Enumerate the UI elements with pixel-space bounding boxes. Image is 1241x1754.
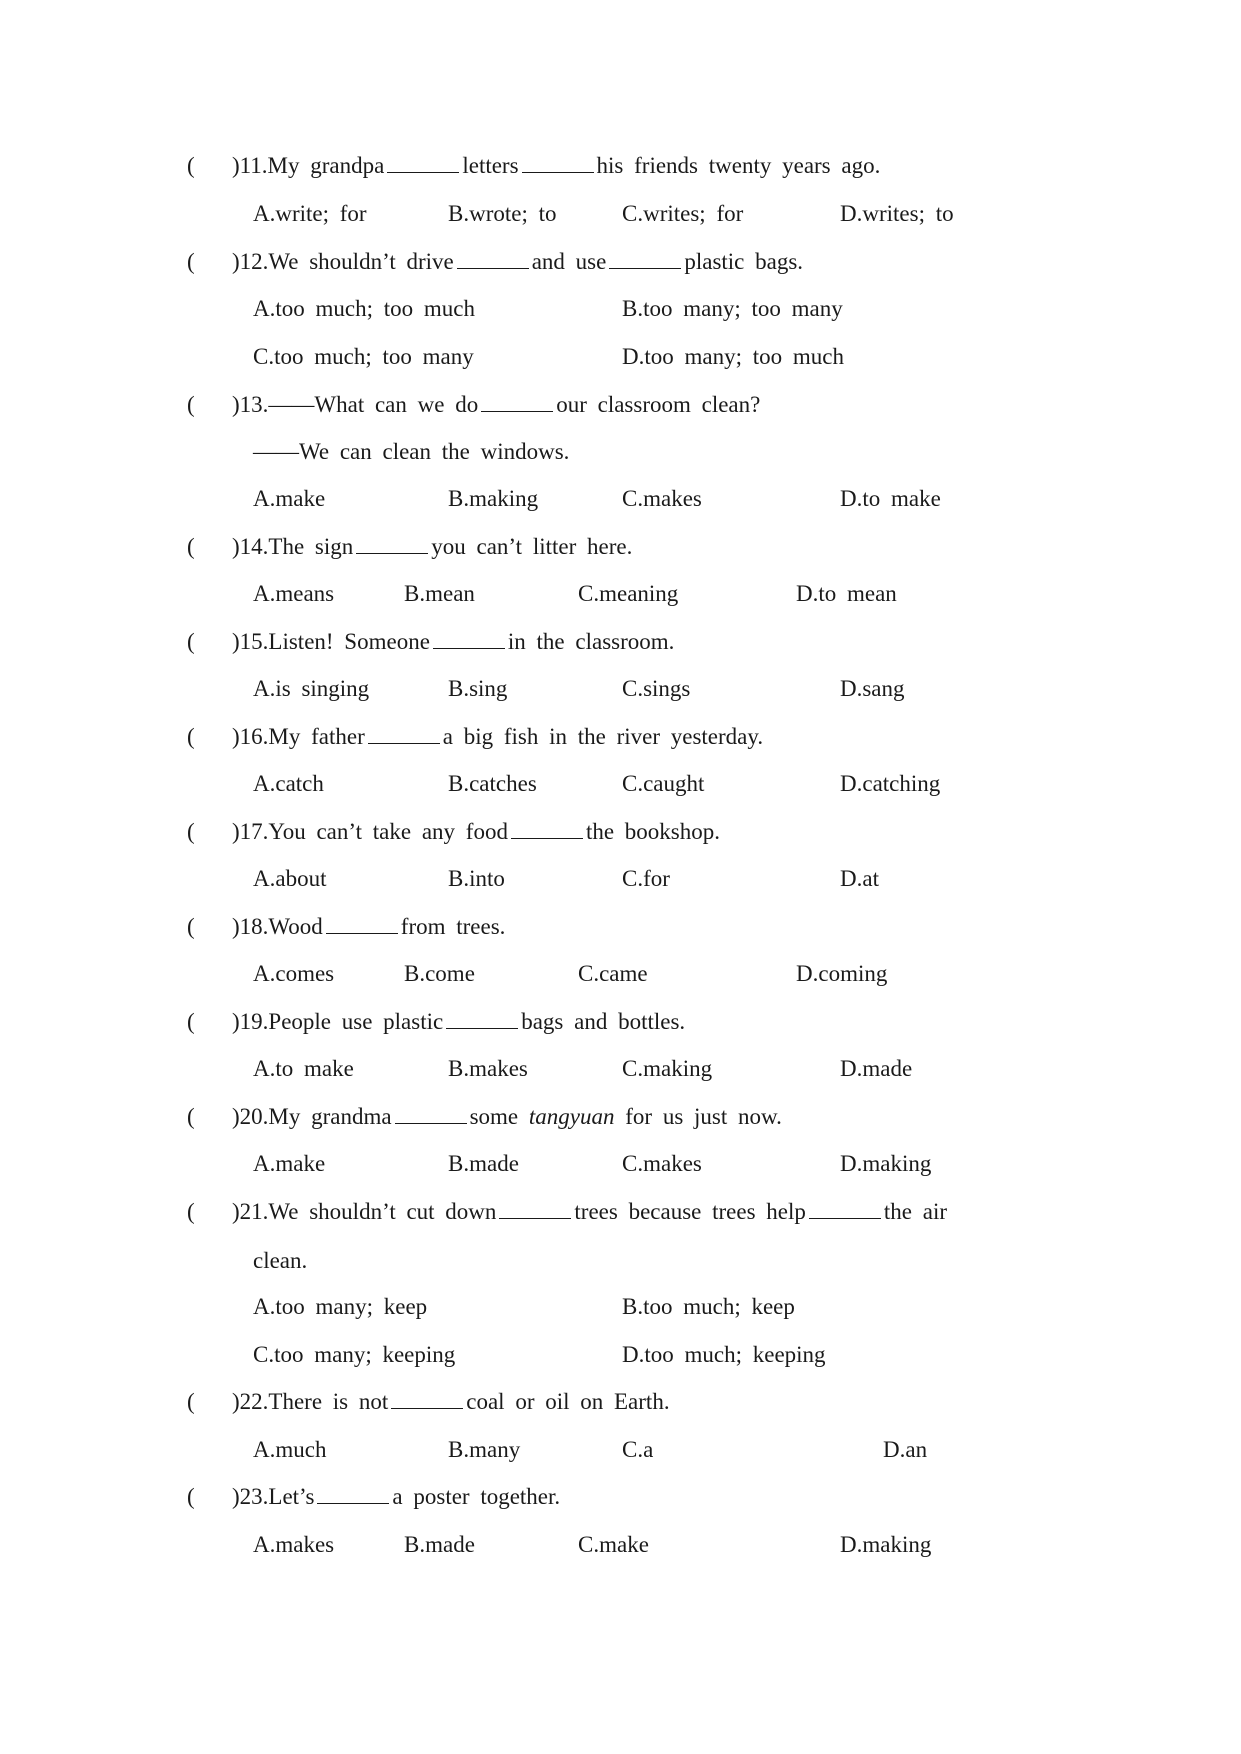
option-c[interactable]: C.meaning xyxy=(578,581,679,606)
answer-blank[interactable] xyxy=(809,1200,881,1219)
option-d[interactable]: D.too much; keeping xyxy=(622,1342,826,1367)
answer-blank[interactable] xyxy=(433,630,505,649)
question-21: )21.We shouldn’t cut down trees because trees help the air xyxy=(232,1199,947,1224)
option-c[interactable]: C.make xyxy=(578,1532,649,1557)
question-23: )23.Let’s a poster together. xyxy=(232,1484,561,1509)
answer-blank[interactable] xyxy=(395,1105,467,1124)
answer-paren: ( xyxy=(187,1484,195,1509)
answer-paren: ( xyxy=(187,1389,195,1414)
option-b[interactable]: B.catches xyxy=(448,771,537,796)
option-b[interactable]: B.come xyxy=(404,961,475,986)
option-d[interactable]: D.writes; to xyxy=(840,201,954,226)
answer-blank[interactable] xyxy=(609,250,681,269)
option-c[interactable]: C.makes xyxy=(622,486,702,511)
answer-blank[interactable] xyxy=(368,725,440,744)
option-d[interactable]: D.coming xyxy=(796,961,888,986)
answer-paren: ( xyxy=(187,1199,195,1224)
answer-blank[interactable] xyxy=(326,915,398,934)
answer-paren: ( xyxy=(187,1009,195,1034)
option-b[interactable]: B.wrote; to xyxy=(448,201,557,226)
option-d[interactable]: D.making xyxy=(840,1532,932,1557)
answer-paren: ( xyxy=(187,724,195,749)
option-b[interactable]: B.making xyxy=(448,486,539,511)
answer-blank[interactable] xyxy=(481,393,553,412)
option-c[interactable]: C.too many; keeping xyxy=(253,1342,456,1367)
option-c[interactable]: C.a xyxy=(622,1437,654,1462)
question-16: )16.My father a big fish in the river yesterday. xyxy=(232,724,764,749)
option-a[interactable]: A.too many; keep xyxy=(253,1294,428,1319)
answer-blank[interactable] xyxy=(457,250,529,269)
option-d[interactable]: D.too many; too much xyxy=(622,344,844,369)
option-c[interactable]: C.caught xyxy=(622,771,705,796)
question-17: )17.You can’t take any food the bookshop. xyxy=(232,819,721,844)
option-b[interactable]: B.too many; too many xyxy=(622,296,843,321)
option-c[interactable]: C.making xyxy=(622,1056,713,1081)
option-b[interactable]: B.made xyxy=(404,1532,475,1557)
answer-blank[interactable] xyxy=(499,1200,571,1219)
answer-blank[interactable] xyxy=(387,154,459,173)
answer-paren: ( xyxy=(187,249,195,274)
option-b[interactable]: B.makes xyxy=(448,1056,528,1081)
option-a[interactable]: A.make xyxy=(253,486,326,511)
option-a[interactable]: A.is singing xyxy=(253,676,370,701)
question-21-continuation: clean. xyxy=(253,1248,308,1273)
question-19: )19.People use plastic bags and bottles. xyxy=(232,1009,686,1034)
option-b[interactable]: B.made xyxy=(448,1151,519,1176)
option-a[interactable]: A.make xyxy=(253,1151,326,1176)
option-c[interactable]: C.sings xyxy=(622,676,691,701)
option-a[interactable]: A.about xyxy=(253,866,327,891)
option-c[interactable]: C.for xyxy=(622,866,670,891)
option-b[interactable]: B.sing xyxy=(448,676,508,701)
option-b[interactable]: B.too much; keep xyxy=(622,1294,795,1319)
dialogue-answer: ——We can clean the windows. xyxy=(253,439,570,464)
answer-blank[interactable] xyxy=(391,1390,463,1409)
question-20: )20.My grandma some tangyuan for us just now. xyxy=(232,1104,782,1129)
answer-blank[interactable] xyxy=(522,154,594,173)
question-18: )18.Wood from trees. xyxy=(232,914,506,939)
answer-paren: ( xyxy=(187,819,195,844)
option-a[interactable]: A.makes xyxy=(253,1532,335,1557)
question-14: )14.The sign you can’t litter here. xyxy=(232,534,633,559)
answer-paren: ( xyxy=(187,914,195,939)
option-d[interactable]: D.to make xyxy=(840,486,941,511)
question-12: )12.We shouldn’t drive and use plastic bags. xyxy=(232,249,804,274)
answer-blank[interactable] xyxy=(446,1010,518,1029)
option-a[interactable]: A.comes xyxy=(253,961,335,986)
answer-paren: ( xyxy=(187,1104,195,1129)
option-d[interactable]: D.made xyxy=(840,1056,913,1081)
option-c[interactable]: C.too much; too many xyxy=(253,344,474,369)
option-d[interactable]: D.at xyxy=(840,866,879,891)
question-13: )13.——What can we do our classroom clean? xyxy=(232,392,761,417)
option-d[interactable]: D.to mean xyxy=(796,581,897,606)
answer-paren: ( xyxy=(187,534,195,559)
answer-blank[interactable] xyxy=(356,535,428,554)
option-d[interactable]: D.sang xyxy=(840,676,905,701)
answer-paren: ( xyxy=(187,629,195,654)
answer-blank[interactable] xyxy=(317,1485,389,1504)
option-c[interactable]: C.writes; for xyxy=(622,201,744,226)
option-c[interactable]: C.makes xyxy=(622,1151,702,1176)
option-b[interactable]: B.into xyxy=(448,866,505,891)
option-d[interactable]: D.an xyxy=(883,1437,928,1462)
option-a[interactable]: A.write; for xyxy=(253,201,367,226)
answer-paren: ( xyxy=(187,153,195,178)
option-d[interactable]: D.making xyxy=(840,1151,932,1176)
question-11: )11.My grandpa letters his friends twenty years ago. xyxy=(232,153,881,178)
option-a[interactable]: A.much xyxy=(253,1437,327,1462)
question-22: )22.There is not coal or oil on Earth. xyxy=(232,1389,670,1414)
answer-paren: ( xyxy=(187,392,195,417)
answer-blank[interactable] xyxy=(511,820,583,839)
option-b[interactable]: B.many xyxy=(448,1437,521,1462)
option-a[interactable]: A.to make xyxy=(253,1056,354,1081)
option-a[interactable]: A.catch xyxy=(253,771,324,796)
option-c[interactable]: C.came xyxy=(578,961,648,986)
option-a[interactable]: A.too much; too much xyxy=(253,296,475,321)
option-d[interactable]: D.catching xyxy=(840,771,941,796)
option-b[interactable]: B.mean xyxy=(404,581,475,606)
option-a[interactable]: A.means xyxy=(253,581,335,606)
question-15: )15.Listen! Someone in the classroom. xyxy=(232,629,675,654)
